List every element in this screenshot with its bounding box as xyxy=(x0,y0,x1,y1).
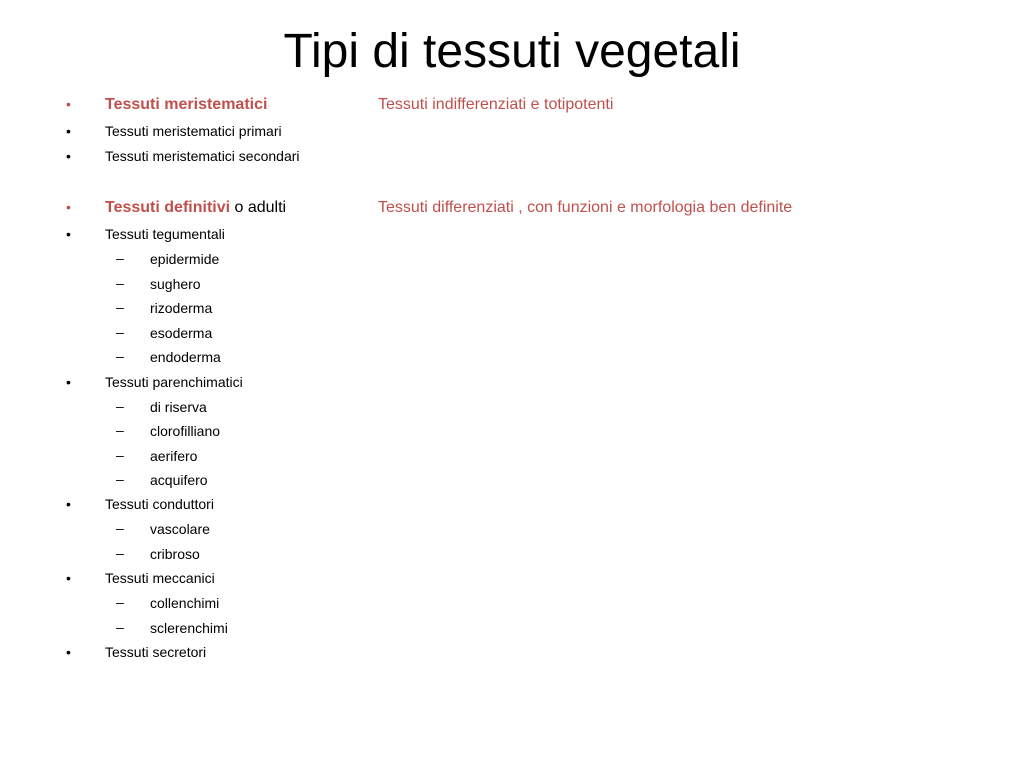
sub-item: rizoderma xyxy=(150,300,213,316)
dash-icon: – xyxy=(116,250,124,266)
sub-item: esoderma xyxy=(150,325,213,341)
dash-icon: – xyxy=(116,398,124,414)
definitivi-heading-suffix: o adulti xyxy=(234,199,287,216)
sub-item: sughero xyxy=(150,276,201,292)
group-label: Tessuti secretori xyxy=(105,644,207,660)
group-label: Tessuti parenchimatici xyxy=(105,374,243,390)
group-label: Tessuti meccanici xyxy=(105,570,215,586)
dash-icon: – xyxy=(116,520,124,536)
bullet-icon: • xyxy=(66,644,71,660)
list-item: Tessuti meristematici secondari xyxy=(105,148,300,164)
dash-icon: – xyxy=(116,594,124,610)
bullet-icon: • xyxy=(66,96,71,112)
sub-item: acquifero xyxy=(150,472,208,488)
group-label: Tessuti conduttori xyxy=(105,496,214,512)
dash-icon: – xyxy=(116,348,124,364)
sub-item: vascolare xyxy=(150,521,210,537)
group-label: Tessuti tegumentali xyxy=(105,226,225,242)
definitivi-heading-line xyxy=(105,198,286,218)
meristematici-description: Tessuti indifferenziati e totipotenti xyxy=(378,96,614,113)
bullet-icon: • xyxy=(66,199,71,215)
dash-icon: – xyxy=(116,471,124,487)
definitivi-heading: Tessuti definitivi xyxy=(105,199,231,216)
definitivi-description: Tessuti differenziati , con funzioni e morfologia ben definite xyxy=(378,199,793,216)
sub-item: aerifero xyxy=(150,448,198,464)
sub-item: cribroso xyxy=(150,546,200,562)
bullet-icon: • xyxy=(66,374,71,390)
bullet-icon: • xyxy=(66,570,71,586)
sub-item: endoderma xyxy=(150,349,221,365)
bullet-icon: • xyxy=(66,148,71,164)
list-item: Tessuti meristematici primari xyxy=(105,123,282,139)
dash-icon: – xyxy=(116,299,124,315)
meristematici-heading: Tessuti meristematici xyxy=(105,96,268,113)
dash-icon: – xyxy=(116,275,124,291)
dash-icon: – xyxy=(116,422,124,438)
sub-item: epidermide xyxy=(150,251,220,267)
dash-icon: – xyxy=(116,619,124,635)
sub-item: di riserva xyxy=(150,399,207,415)
sub-item: collenchimi xyxy=(150,595,220,611)
slide-title: Tipi di tessuti vegetali xyxy=(283,25,741,78)
sub-item: clorofilliano xyxy=(150,423,221,439)
dash-icon: – xyxy=(116,447,124,463)
dash-icon: – xyxy=(116,545,124,561)
sub-item: sclerenchimi xyxy=(150,620,228,636)
bullet-icon: • xyxy=(66,496,71,512)
dash-icon: – xyxy=(116,324,124,340)
bullet-icon: • xyxy=(66,226,71,242)
bullet-icon: • xyxy=(66,123,71,139)
